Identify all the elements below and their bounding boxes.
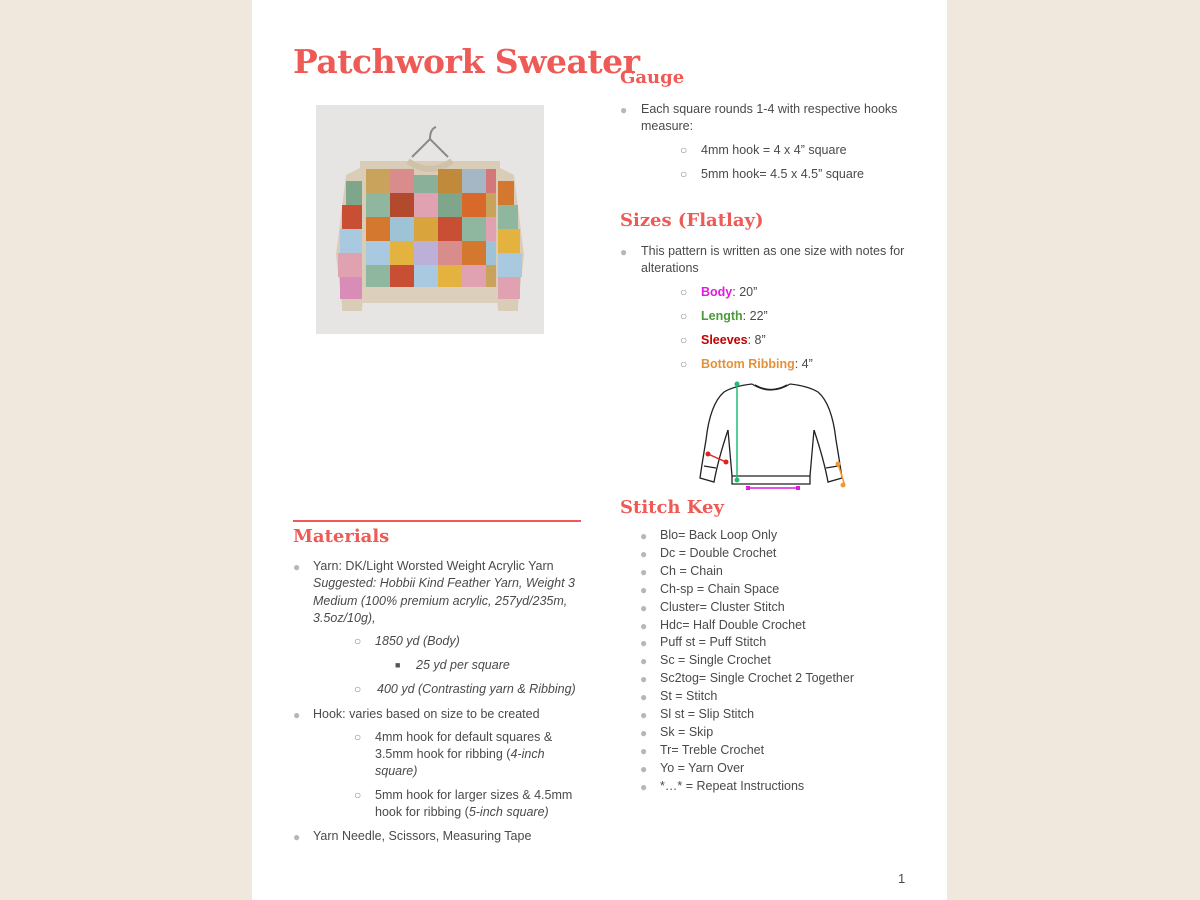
yarn-suggestion-line: Suggested: Hobbii Kind Feather Yarn, Weight 3	[313, 576, 575, 590]
bullet-icon: ●	[620, 103, 628, 117]
sweater-photo	[316, 105, 544, 334]
length-marker-dot	[735, 382, 740, 387]
sweater-measurement-diagram	[696, 380, 846, 492]
circle-bullet-icon: ○	[680, 167, 688, 181]
materials-heading: Materials	[293, 526, 390, 547]
stitch-key-item: Ch-sp = Chain Space	[660, 581, 780, 596]
stitch-key-item: Cluster= Cluster Stitch	[660, 599, 785, 614]
bullet-icon: ●	[640, 654, 648, 669]
sleeve-marker-dot	[706, 452, 711, 457]
sleeve-marker-dot	[724, 460, 729, 465]
circle-bullet-icon: ○	[680, 143, 688, 157]
stitch-key-item: Yo = Yarn Over	[660, 760, 745, 775]
circle-bullet-icon: ○	[354, 634, 362, 648]
gauge-intro: measure:	[641, 119, 694, 133]
yarn-suggestion-line: Medium (100% premium acrylic, 257yd/235m,	[313, 594, 568, 608]
bullet-icon: ●	[293, 708, 301, 722]
hook-large-line: hook for ribbing (5-inch square)	[375, 805, 549, 819]
page-title: Patchwork Sweater	[293, 42, 640, 81]
square-bullet-icon: ■	[395, 660, 401, 670]
size-sleeves: Sleeves: 8”	[701, 333, 766, 347]
circle-bullet-icon: ○	[354, 788, 362, 802]
circle-bullet-icon: ○	[354, 682, 362, 696]
circle-bullet-icon: ○	[680, 285, 688, 299]
stitch-key-item: *…* = Repeat Instructions	[660, 778, 805, 793]
bullet-icon: ●	[640, 761, 648, 776]
bullet-icon: ●	[640, 743, 648, 758]
stitch-key-item: Sc2tog= Single Crochet 2 Together	[660, 671, 854, 686]
stitch-key-item: Hdc= Half Double Crochet	[660, 617, 806, 632]
gauge-intro: Each square rounds 1-4 with respective hooks	[641, 102, 898, 116]
stitch-key-item: Tr= Treble Crochet	[660, 742, 765, 757]
pattern-page	[252, 0, 947, 900]
bullet-icon: ●	[640, 708, 648, 722]
bullet-icon: ●	[640, 636, 648, 651]
stitch-key-item: Sl st = Slip Stitch	[660, 707, 755, 721]
bullet-icon: ●	[640, 546, 648, 561]
hook-default-line: 4mm hook for default squares &	[375, 730, 553, 744]
yarn-suggestion-line: 3.5oz/10g),	[313, 611, 376, 625]
bullet-icon: ●	[640, 618, 648, 633]
circle-bullet-icon: ○	[680, 357, 688, 371]
bullet-icon: ●	[293, 560, 301, 574]
bullet-icon: ●	[640, 672, 648, 687]
size-ribbing: Bottom Ribbing: 4”	[701, 357, 813, 371]
size-body: Body: 20”	[701, 285, 758, 299]
gauge-item: 4mm hook = 4 x 4” square	[701, 143, 847, 157]
notions-item: Yarn Needle, Scissors, Measuring Tape	[313, 829, 532, 843]
stitch-key-item: Sc = Single Crochet	[660, 653, 771, 668]
bullet-icon: ●	[293, 830, 301, 844]
gauge-heading: Gauge	[620, 67, 685, 88]
stitch-key-item: St = Stitch	[660, 689, 718, 704]
bullet-icon: ●	[640, 779, 648, 794]
sizes-intro: This pattern is written as one size with notes for	[641, 244, 905, 258]
circle-bullet-icon: ○	[680, 309, 688, 323]
yarn-label: Yarn: DK/Light Worsted Weight Acrylic Yarn	[313, 559, 554, 573]
materials-divider	[293, 520, 581, 522]
bullet-icon: ●	[640, 529, 648, 543]
yardage-contrast: 400 yd (Contrasting yarn & Ribbing)	[377, 682, 576, 696]
stitch-key-heading: Stitch Key	[620, 497, 724, 518]
hook-default-line: square)	[375, 764, 418, 778]
sizes-heading: Sizes (Flatlay)	[620, 210, 764, 231]
ribbing-marker-dot	[841, 483, 846, 488]
yardage-per-square: 25 yd per square	[416, 658, 510, 672]
stitch-key-item: Puff st = Puff Stitch	[660, 635, 767, 650]
bullet-icon: ●	[640, 600, 648, 615]
ribbing-marker-dot	[836, 462, 841, 467]
length-marker-dot	[735, 478, 740, 483]
stitch-key-item: Dc = Double Crochet	[660, 545, 777, 560]
body-marker-end	[746, 486, 750, 490]
bullet-icon: ●	[620, 245, 628, 259]
stitch-key-item: Blo= Back Loop Only	[660, 528, 778, 542]
hook-label: Hook: varies based on size to be created	[313, 707, 540, 721]
circle-bullet-icon: ○	[354, 730, 362, 744]
bullet-icon: ●	[640, 564, 648, 579]
sleeve-marker	[708, 454, 726, 462]
sizes-intro: alterations	[641, 261, 699, 275]
stitch-key-item: Sk = Skip	[660, 724, 714, 739]
gauge-item: 5mm hook= 4.5 x 4.5” square	[701, 167, 864, 181]
bullet-icon: ●	[640, 690, 648, 705]
yardage-body: 1850 yd (Body)	[375, 634, 460, 648]
hook-large-line: 5mm hook for larger sizes & 4.5mm	[375, 788, 573, 802]
stitch-key-item: Ch = Chain	[660, 563, 723, 578]
size-length: Length: 22”	[701, 309, 768, 323]
bullet-icon: ●	[640, 582, 648, 597]
bullet-icon: ●	[640, 725, 648, 740]
page-number: 1	[898, 871, 906, 886]
hook-default-line: 3.5mm hook for ribbing (4-inch	[375, 747, 545, 761]
circle-bullet-icon: ○	[680, 333, 688, 347]
body-marker-end	[796, 486, 800, 490]
